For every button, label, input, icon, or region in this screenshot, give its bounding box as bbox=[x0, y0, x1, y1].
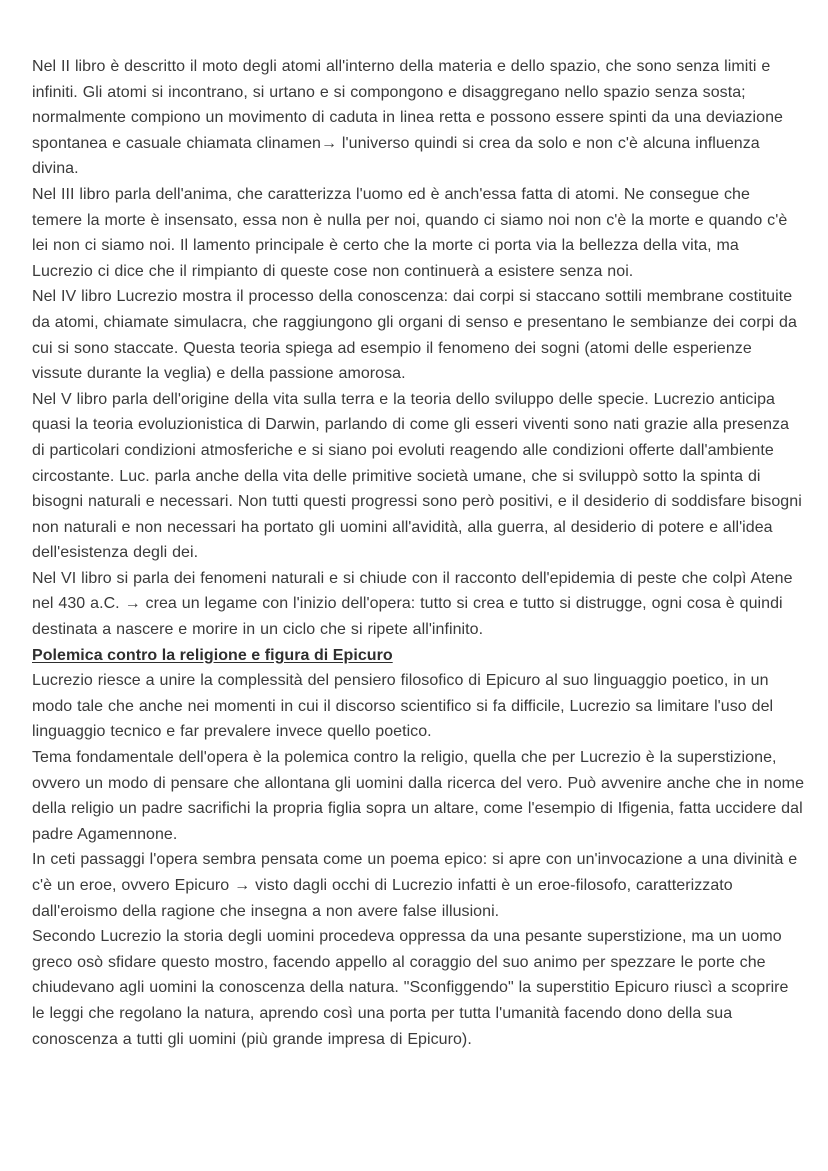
paragraph-epicurus-hero: Secondo Lucrezio la storia degli uomini procedeva oppressa da una pesante superstizione, ma un uomo greco osò sfidare questo mostro, facendo appello al coraggio del suo animo per spezzare le porte che chiudevano agli uomini la conoscenza della natura. "Sconfiggendo" la superstitio Epicuro riuscì a scoprire le leggi che regolano la natura, aprendo così una porta per tutta l'umanità facendo dono della sua conoscenza a tutti gli uomini (più grande impresa di Epicuro). bbox=[32, 928, 789, 1048]
document-page bbox=[32, 54, 804, 1052]
paragraph-book-4: Nel IV libro Lucrezio mostra il processo della conoscenza: dai corpi si staccano sottili membrane costituite da atomi, chiamate simulacra, che raggiungono gli organi di senso e presentano le sembianze dei corpi da cui si sono staccate. Questa teoria spiega ad esempio il fenomeno dei sogni (atomi delle esperienze vissute durante la veglia) e della passione amorosa. bbox=[32, 288, 797, 383]
paragraph-book-3: Nel III libro parla dell'anima, che caratterizza l'uomo ed è anch'essa fatta di atomi. Ne consegue che temere la morte è insensato, essa non è nulla per noi, quando ci siamo noi non c'è la morte e quando c'è lei non ci siamo noi. Il lamento principale è certo che la morte ci porta via la bellezza della vita, ma Lucrezio ci dice che il rimpianto di queste cose non continuerà a esistere senza noi. bbox=[32, 185, 788, 280]
section-heading: Polemica contro la religione e figura di Epicuro bbox=[32, 646, 393, 664]
paragraph-book-5: Nel V libro parla dell'origine della vita sulla terra e la teoria dello sviluppo delle specie. Lucrezio anticipa quasi la teoria evoluzionistica di Darwin, parlando di come gli esseri viventi sono nati grazie alla presenza di particolari condizioni atmosferiche e si siano poi evoluti reagendo alle condizioni offerte dall'ambiente circostante. Luc. parla anche della vita delle primitive società umane, che si sviluppò sotto la spinta di bisogni naturali e necessari. Non tutti questi progressi sono però positivi, e il desiderio di soddisfare bisogni non naturali e non necessari ha portato gli uomini all'avidità, alla guerra, al desiderio di potere e all'idea dell'esistenza degli dei. bbox=[32, 390, 802, 562]
paragraph-book-6: Nel VI libro si parla dei fenomeni naturali e si chiude con il racconto dell'epidemia di peste che colpì Atene nel 430 a.C. → crea un legame con l'inizio dell'opera: tutto si crea e tutto si distrugge, ogni cosa è quindi destinata a nascere e morire in un ciclo che si ripete all'infinito. bbox=[32, 569, 793, 639]
paragraph-epic-poem: In ceti passaggi l'opera sembra pensata come un poema epico: si apre con un'invocazione a una divinità e c'è un eroe, ovvero Epicuro → visto dagli occhi di Lucrezio infatti è un eroe-filosofo, caratterizzato dall'eroismo della ragione che insegna a non avere false illusioni. bbox=[32, 851, 798, 920]
paragraph-religio: Tema fondamentale dell'opera è la polemica contro la religio, quella che per Lucrezio è la superstizione, ovvero un modo di pensare che allontana gli uomini dalla ricerca del vero. Può avvenire anche che in nome della religio un padre sacrifichi la propria figlia sopra un altare, come l'esempio di Ifigenia, fatta uccidere dal padre Agamennone. bbox=[32, 749, 805, 843]
paragraph-language: Lucrezio riesce a unire la complessità del pensiero filosofico di Epicuro al suo linguaggio poetico, in un modo tale che anche nei momenti in cui il discorso scientifico si fa difficile, Lucrezio sa limitare l'uso del linguaggio tecnico e far prevalere invece quello poetico. bbox=[32, 672, 774, 741]
paragraph-book-2: Nel II libro è descritto il moto degli atomi all'interno della materia e dello spazio, che sono senza limiti e infiniti. Gli atomi si incontrano, si urtano e si compongono e disaggregano nello spazio senza sosta; normalmente compiono un movimento di caduta in linea retta e possono essere spinti da una deviazione spontanea e casuale chiamata clinamen→ l'universo quindi si crea da solo e non c'è alcuna influenza divina. bbox=[32, 58, 783, 178]
